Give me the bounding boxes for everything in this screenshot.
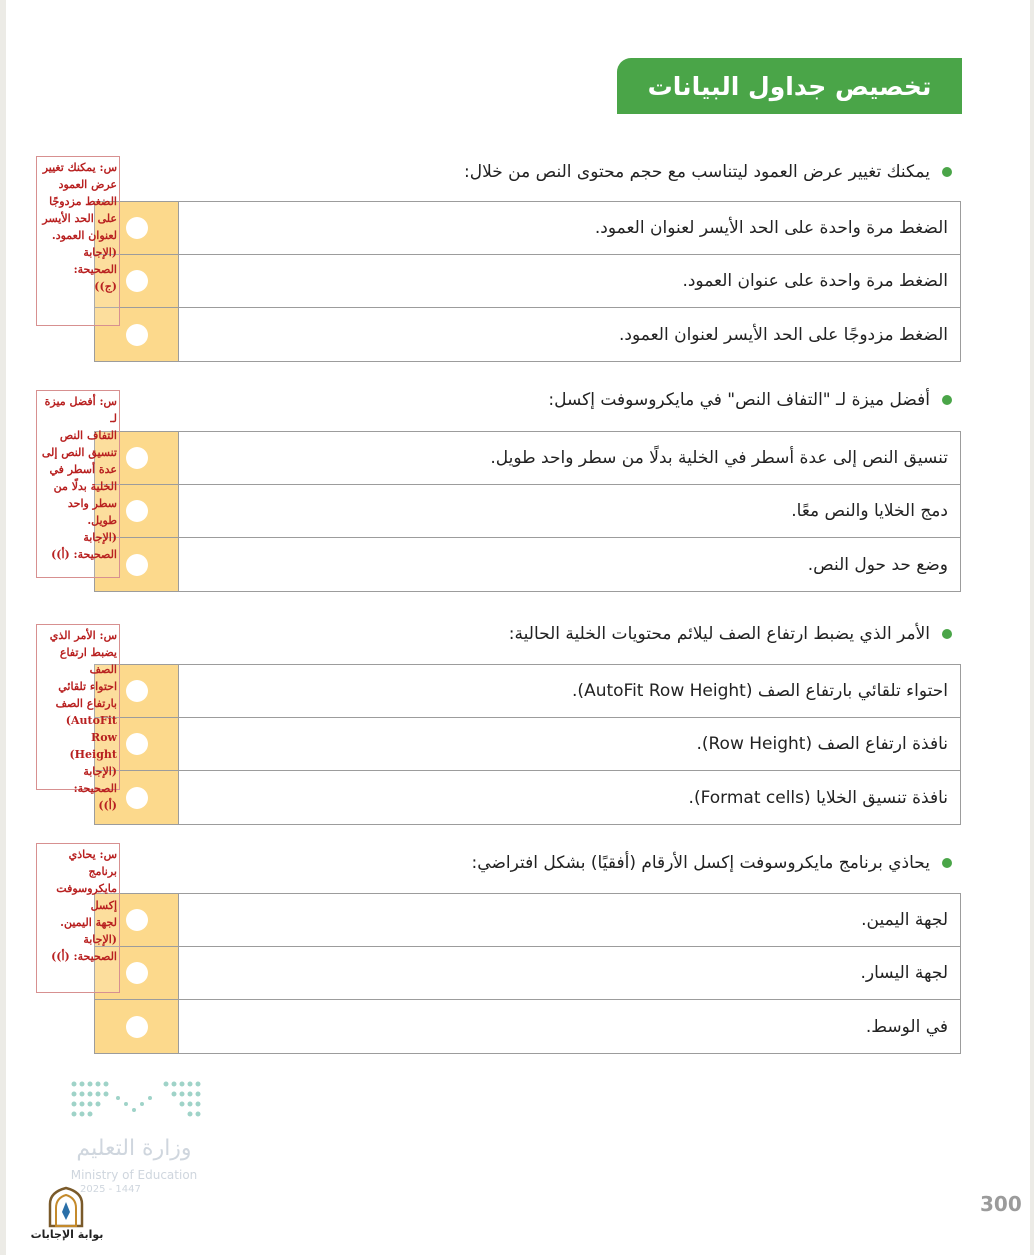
option-text: احتواء تلقائي بارتفاع الصف (AutoFit Row Height). <box>572 681 948 701</box>
logo-arabic-text: وزارة التعليم <box>76 1136 192 1161</box>
option-row[interactable] <box>95 538 960 591</box>
option-row[interactable] <box>95 255 960 308</box>
option-text: نافذة ارتفاع الصف (Row Height). <box>696 734 948 754</box>
answer-note-4: س: يحاذي برنامج مايكروسوفت إكسل لجهة اليمين. (الإجابة الصحيحة: (أ)) <box>36 843 120 993</box>
option-row[interactable] <box>95 308 960 361</box>
option-text: في الوسط. <box>865 1016 948 1037</box>
option-text: لجهة اليسار. <box>860 963 948 983</box>
question-text: يمكنك تغيير عرض العمود ليتناسب مع حجم محتوى النص من خلال: <box>464 162 930 182</box>
answer-note-2: س: أفضل ميزة لـ التفاف النص تنسيق النص إلى عدة أسطر في الخلية بدلًا من سطر واحد طويل. (الإجابة الصحيحة: (أ)) <box>36 390 120 578</box>
option-text: وضع حد حول النص. <box>807 554 948 575</box>
bullet-icon <box>942 629 952 639</box>
radio-button[interactable] <box>126 909 148 931</box>
question-text: الأمر الذي يضبط ارتفاع الصف ليلائم محتويات الخلية الحالية: <box>508 624 930 644</box>
radio-button[interactable] <box>126 680 148 702</box>
logo-year: 2025 - 1447 <box>80 1184 141 1195</box>
radio-button[interactable] <box>126 270 148 292</box>
option-text: الضغط مرة واحدة على عنوان العمود. <box>682 271 948 291</box>
answers-gate-badge <box>28 1186 106 1246</box>
options-table-4 <box>94 893 961 1054</box>
radio-button[interactable] <box>126 500 148 522</box>
option-text: الضغط مزدوجًا على الحد الأيسر لعنوان العمود. <box>619 324 948 345</box>
radio-button[interactable] <box>126 787 148 809</box>
option-text: دمج الخلايا والنص معًا. <box>791 501 948 521</box>
radio-button[interactable] <box>126 217 148 239</box>
option-row[interactable] <box>95 202 960 255</box>
bullet-icon <box>942 395 952 405</box>
option-row[interactable] <box>95 771 960 824</box>
question-4 <box>392 848 952 878</box>
page-number: 300 <box>980 1192 1022 1216</box>
radio-button[interactable] <box>126 962 148 984</box>
answer-note-3: س: الأمر الذي يضبط ارتفاع الصف احتواء تلقائي بارتفاع الصف AutoFit) Row Height) (الإجابة الصحيحة: (أ)) <box>36 624 120 790</box>
radio-button[interactable] <box>126 324 148 346</box>
option-row[interactable] <box>95 894 960 947</box>
radio-button[interactable] <box>126 1016 148 1038</box>
options-table-2 <box>94 431 961 592</box>
badge-text: بوابة الإجابات <box>30 1228 104 1241</box>
question-text: أفضل ميزة لـ "التفاف النص" في مايكروسوفت إكسل: <box>548 390 930 410</box>
options-table-3 <box>94 664 961 825</box>
logo-dots-icon <box>70 1080 202 1124</box>
answer-note-1: س: يمكنك تغيير عرض العمود الضغط مزدوجًا على الحد الأيسر لعنوان العمود. (الإجابة الصحيحة: (ج)) <box>36 156 120 326</box>
option-row[interactable] <box>95 718 960 771</box>
logo-english-text: Ministry of Education <box>70 1168 198 1182</box>
radio-button[interactable] <box>126 447 148 469</box>
question-3 <box>392 619 952 649</box>
option-row[interactable] <box>95 665 960 718</box>
bullet-icon <box>942 858 952 868</box>
question-2 <box>392 385 952 415</box>
option-row[interactable] <box>95 1000 960 1053</box>
option-text: الضغط مرة واحدة على الحد الأيسر لعنوان العمود. <box>594 218 948 238</box>
option-row[interactable] <box>95 485 960 538</box>
question-1 <box>392 157 952 187</box>
option-text: تنسيق النص إلى عدة أسطر في الخلية بدلًا من سطر واحد طويل. <box>490 448 948 468</box>
mosque-icon <box>46 1186 86 1228</box>
option-text: نافذة تنسيق الخلايا (Format cells). <box>688 787 948 808</box>
radio-button[interactable] <box>126 733 148 755</box>
option-text: لجهة اليمين. <box>861 910 948 930</box>
bullet-icon <box>942 167 952 177</box>
page-title: تخصيص جداول البيانات <box>617 58 962 114</box>
radio-button[interactable] <box>126 554 148 576</box>
page <box>6 0 1030 1255</box>
answer-cell[interactable] <box>95 1000 179 1053</box>
option-row[interactable] <box>95 947 960 1000</box>
options-table-1 <box>94 201 961 362</box>
ministry-logo <box>64 1080 214 1200</box>
question-text: يحاذي برنامج مايكروسوفت إكسل الأرقام (أفقيًا) بشكل افتراضي: <box>471 853 930 873</box>
option-row[interactable] <box>95 432 960 485</box>
